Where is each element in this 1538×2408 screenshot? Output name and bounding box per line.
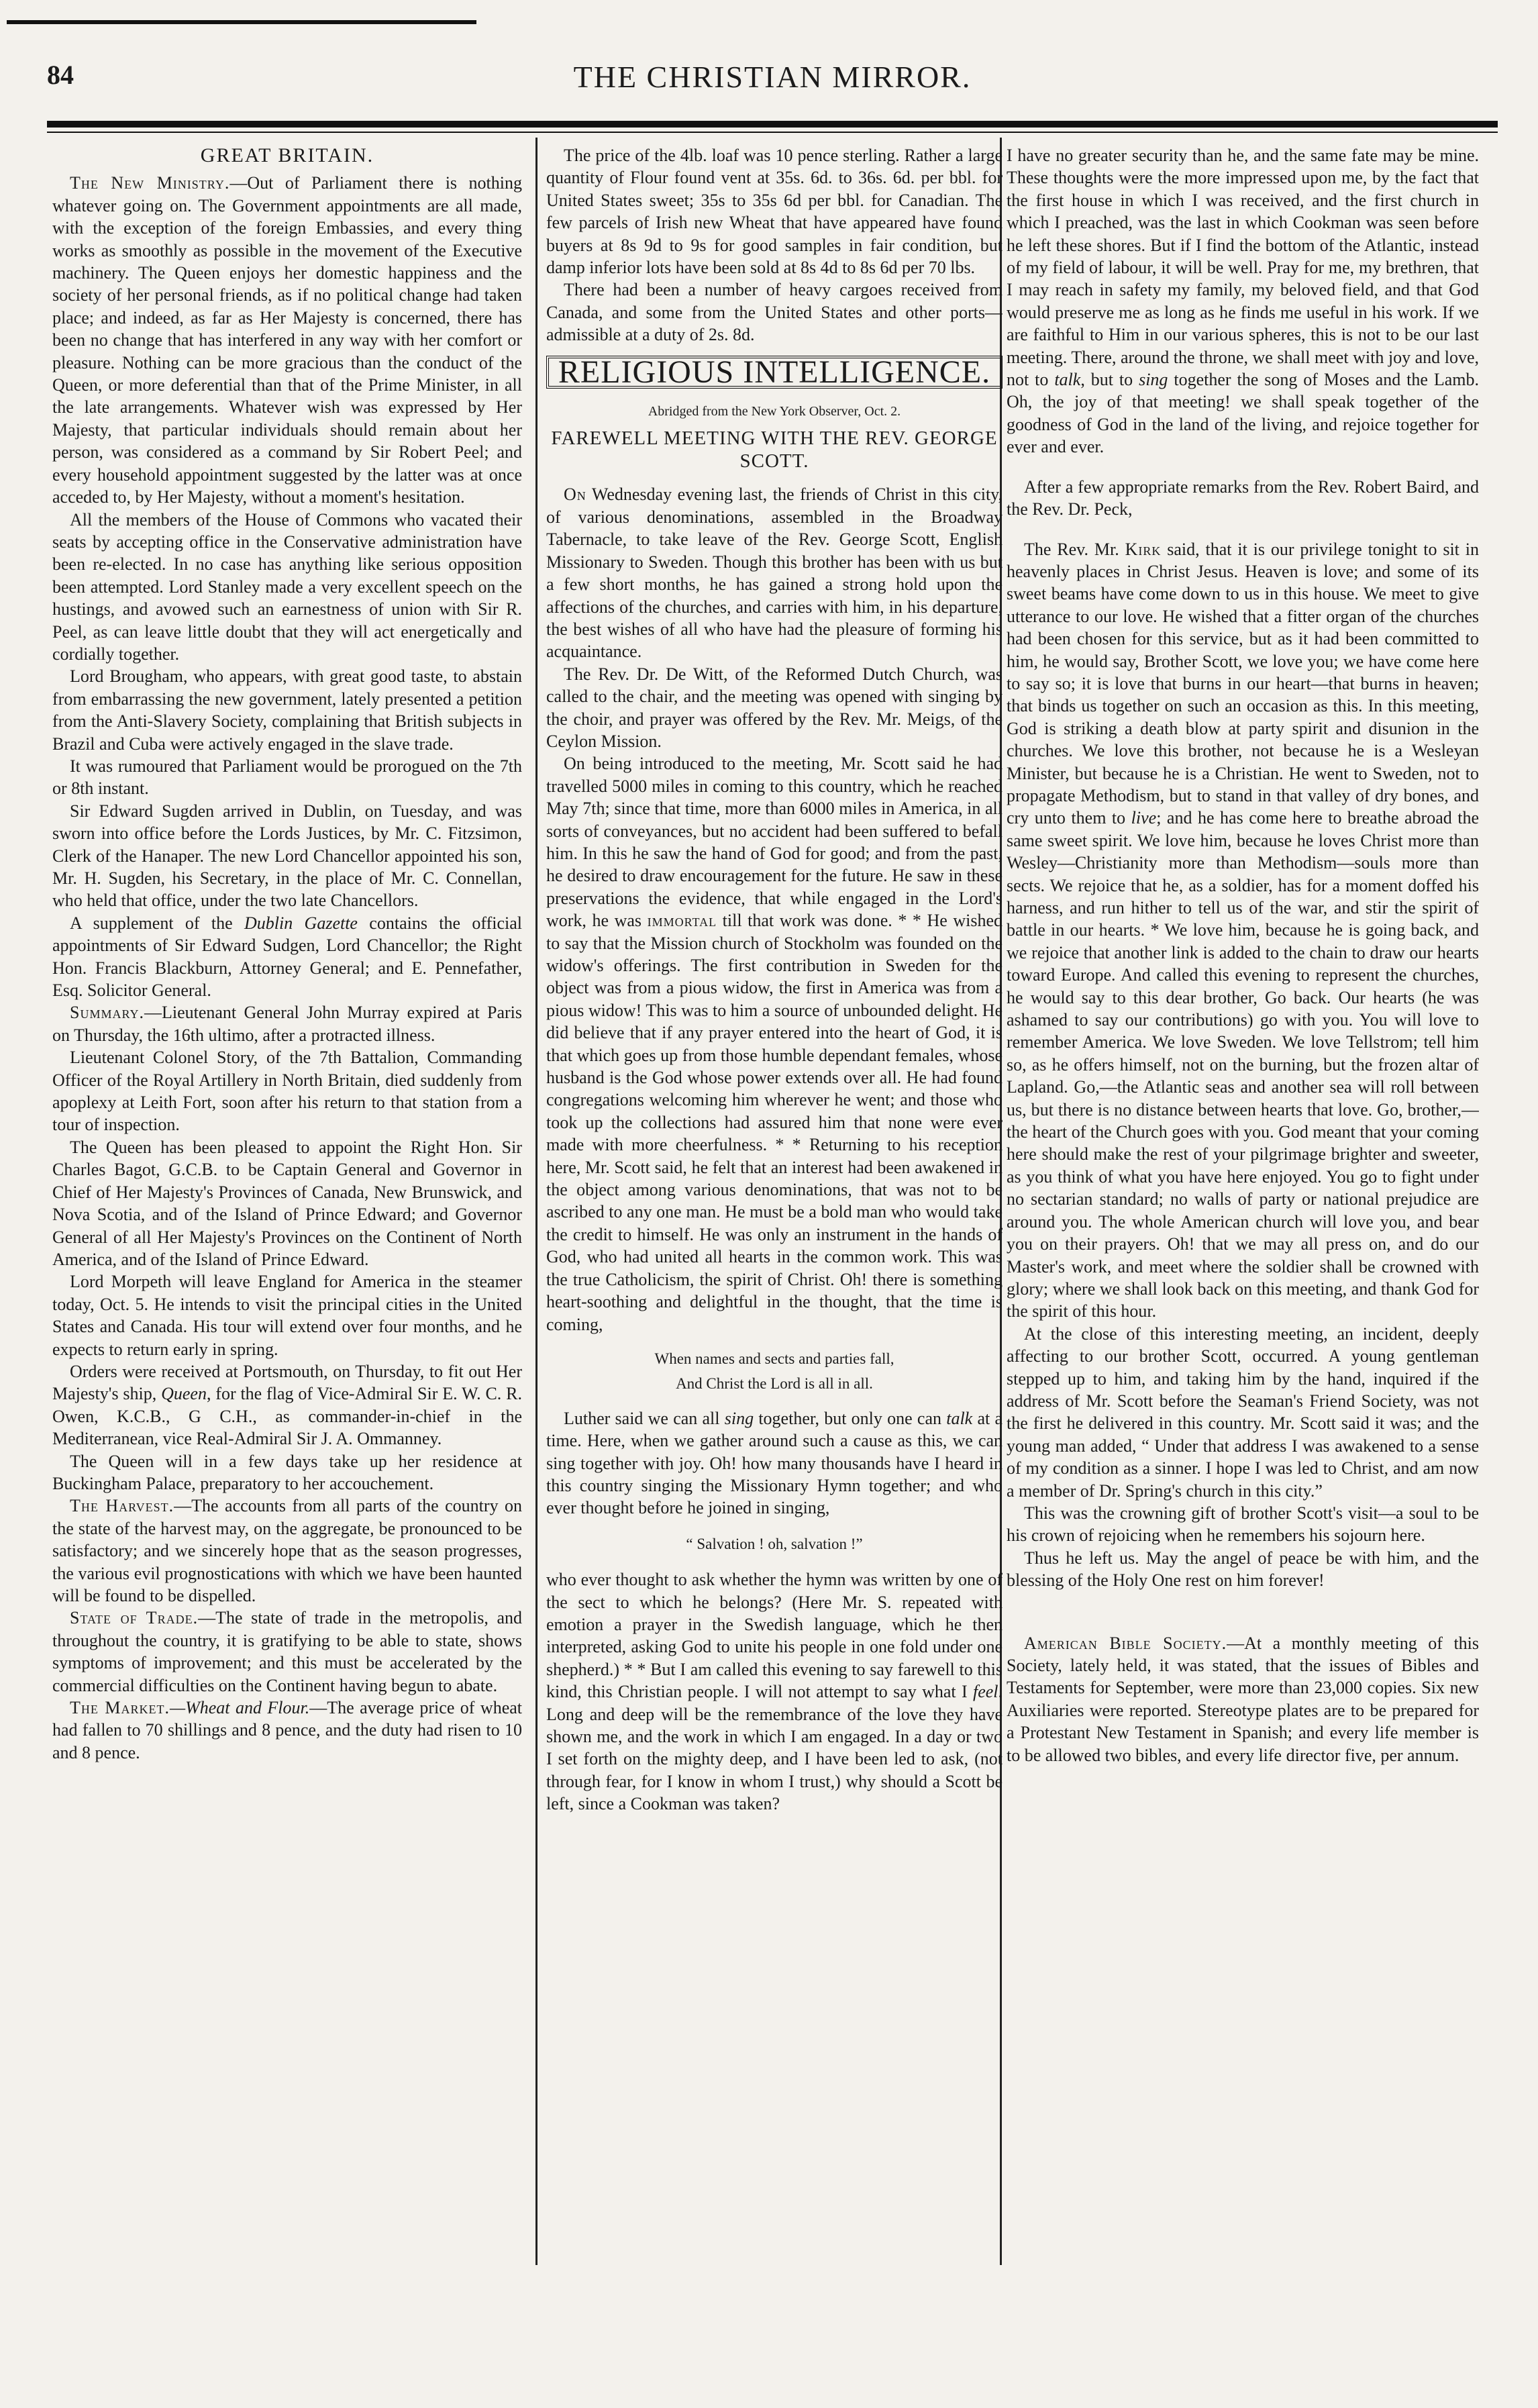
religious-intelligence-banner: RELIGIOUS INTELLIGENCE. (546, 356, 1003, 389)
paragraph: After a few appropriate remarks from the Rev. Robert Baird, and the Rev. Dr. Peck, (1007, 476, 1479, 519)
column-divider (535, 138, 537, 2265)
column-2 (546, 144, 1003, 2258)
paragraph: The Queen has been pleased to appoint the Right Hon. Sir Charles Bagot, G.C.B. to be Captain General and Governor in Chief of Her Majesty's Provinces of Canada, New Brunswick, and Nova Scotia, and of the Island of Prince Edward; and Governor General of all Her Majesty's Provinces on the Continent of North America, and of the Island of Prince Edward. (52, 1137, 522, 1269)
paragraph: Sir Edward Sugden arrived in Dublin, on Tuesday, and was sworn into office before the Lords Justices, by Mr. C. Fitzsimon, Clerk of the Hanaper. The new Lord Chancellor appointed his son, Mr. H. Sugden, his Secretary, in the place of Mr. C. Connellan, who held that office, under the two late Chancellors. (52, 801, 522, 911)
paragraph: On being introduced to the meeting, Mr. Scott said he had travelled 5000 miles in coming to this country, which he reached May 7th; since that time, more than 6000 miles in America, in all sorts of conveyances, but no accident had been suffered to befall him. In this he saw the hand of God for good; and from the past, he desired to draw encouragement for the future. He saw in these preservations the evidence, that while engaged in the Lord's work, he was immortal till that work was done. * * He wished to say that the Mission church of Stockholm was founded on the widow's offerings. The first contribution in Sweden for the object was from a pious widow, the first in America was from a pious widow! This was to him a source of unbounded delight. He did believe that if any prayer entered into the heart of God, it is that which goes up from those humble dependant females, whose husband is the God whose power extends over all. He had found congregations welcoming him wherever he went; and those who took up the collections had assured him that none were ever made with more cheerfulness. * * Returning to his reception here, Mr. Scott said, he felt that an interest had been awakened in the object among various denominations, that was not to be ascribed to any one man. He must be a bold man who would take the credit to himself. He was only an instrument in the hands of God, who had united all hearts in the common work. This was the true Catholicism, the spirit of Christ. Oh! there is something heart-soothing and delightful in the thought, that the time is coming, (546, 754, 1003, 1334)
paragraph: A supplement of the Dublin Gazette contains the official appointments of Sir Edward Sudgen, Lord Chancellor; the Right Hon. Francis Blackburn, Attorney General; and E. Pennefather, Esq. Solicitor General. (52, 913, 522, 1001)
paragraph: There had been a number of heavy cargoes received from Canada, and some from the United States and other ports—admissible at a duty of 2s. 8d. (546, 280, 1003, 345)
paragraph: State of Trade.—The state of trade in the metropolis, and throughout the country, it is gratifying to be able to state, shows symptoms of improvement; and this must be accelerated by the commercial difficulties on the Continent having begun to abate. (52, 1608, 522, 1695)
paragraph: American Bible Society.—At a monthly meeting of this Society, lately held, it was stated, that the issues of Bibles and Testaments for September, were more than 23,000 copies. Six new Auxiliaries were reported. Stereotype plates are to be prepared for a Protestant New Testament in Spanish; and every life member is to be allowed two bibles, and every life director five, per annum. (1007, 1633, 1479, 1765)
paragraph: The Market.—Wheat and Flour.—The average price of wheat had fallen to 70 shillings and 8 pence, and the duty had risen to 10 and 8 pence. (52, 1698, 522, 1762)
paragraph: At the close of this interesting meeting, an incident, deeply affecting to our brother Scott, occurred. A young gentleman stepped up to him, and taking him by the hand, inquired if the address of Mr. Scott before the Seaman's Friend Society, was not the first he delivered in this country. Mr. Scott said it was; and the young man added, “ Under that address I was awakened to a sense of my condition as a sinner. I hope I was led to Christ, and am now a member of Dr. Spring's church in this city.” (1007, 1323, 1479, 1501)
source-line: Abridged from the New York Observer, Oct. 2. (648, 404, 901, 419)
top-ink-rule (7, 20, 476, 24)
paragraph: The Rev. Mr. Kirk said, that it is our privilege tonight to sit in heavenly places in Christ Jesus. Heaven is love; and some of its sweet beams have come down to us in this house. We meet to give utterance to our love. He wished that a fitter organ of the churches had been chosen for this service, but as it had been committed to him, he would say, Brother Scott, we love you; we have come here to say so; it is love that burns in our heart—that burns in heaven; that binds us together on such an occasion as this. In this meeting, God is striking a death blow at party spirit and disunion in the churches. We love this brother, not because he is a Wesleyan Minister, but because he is a Christian. He went to Sweden, not to propagate Methodism, but to stand in that valley of dry bones, and cry unto them to live; and he has come here to breathe abroad the same sweet spirit. We love him, because he loves Christ more than Wesley—Christianity more than Methodism—souls more than sects. We rejoice that he, as a soldier, has for a moment doffed his harness, and run hither to tell us of the war, and stir the spirit of battle in our hearts. * We love him, because he is going back, and we rejoice that another link is added to the chain to draw our hearts toward Europe. And called this evening to represent the churches, he would say to this dear brother, Go back. Our hearts (he was ashamed to say our contributions) go with you. You will love to remember America. We love Sweden. We love Tellstrom; tell him so, as he offers himself, not on the burning, but the frozen altar of Lapland. Go,—the Atlantic seas and another sea will roll between us, but there is no distance between hearts that love. Go, brother,—the heart of the Church goes with you. God meant that your coming here should make the rest of your pilgrimage brighter and sweeter, as you think of what you have here enjoyed. You go to fight under no sectarian standard; no walls of party or national prejudice are around you. The whole American church will love you, and bear you on their prayers. Oh! that we may all press on, and do our Master's work, and meet where the soldier shall be crowned with glory; where we shall look back on this meeting, and thank God for the spirit of this hour. (1007, 539, 1479, 1321)
paragraph: Lord Morpeth will leave England for America in the steamer today, Oct. 5. He intends to visit the principal cities in the United States and Canada. His tour will extend over four months, and he expects to return early in spring. (52, 1272, 522, 1359)
column-3 (1007, 144, 1479, 2258)
section-heading-great-britain: GREAT BRITAIN. (200, 144, 374, 166)
paragraph: The Rev. Dr. De Witt, of the Reformed Dutch Church, was called to the chair, and the meeting was opened with singing by the choir, and prayer was offered by the Rev. Mr. Meigs, of the Ceylon Mission. (546, 664, 1003, 751)
masthead-title: THE CHRISTIAN MIRROR. (573, 60, 972, 94)
paragraph: This was the crowning gift of brother Scott's visit—a soul to be his crown of rejoicing when he remembers his sojourn here. (1007, 1503, 1479, 1546)
header-rule (47, 121, 1498, 128)
paragraph: It was rumoured that Parliament would be prorogued on the 7th or 8th instant. (52, 756, 522, 799)
paragraph: On Wednesday evening last, the friends of Christ in this city, of various denominations, assembled in the Broadway Tabernacle, to take leave of the Rev. George Scott, English Missionary to Sweden. Though this brother has been with us but a few short months, he has gained a strong hold upon the affections of the churches, and carries with him, in his departure, the best wishes of all who have had the pleasure of forming his acquaintance. (546, 485, 1003, 662)
page-header (47, 54, 1498, 107)
verse-line: When names and sects and parties fall, (654, 1350, 894, 1367)
paragraph: The New Ministry.—Out of Parliament there is nothing whatever going on. The Government appointments are all made, with the exception of the foreign Embassies, and every thing works as smoothly as possible in the movement of the Executive machinery. The Queen enjoys her domestic happiness and the society of her personal friends, as if no political change had taken place; and indeed, as far as Her Majesty is concerned, there has been no change that has interfered in any way with her comfort or pleasure. Nothing can be more gracious than the conduct of the Queen, or more deferential than that of the Prime Minister, in all the late arrangements. Whatever wish was expressed by Her Majesty, that particular individuals should remain about her person, was considered as a command by Sir Robert Peel; and every household appointment suggested by the latter was at once acceded to, by Her Majesty, without a moment's hesitation. (52, 173, 522, 507)
paragraph: The Queen will in a few days take up her residence at Buckingham Palace, preparatory to her accouchement. (52, 1451, 522, 1493)
paragraph: Thus he left us. May the angel of peace be with him, and the blessing of the Holy One rest on him forever! (1007, 1548, 1479, 1591)
paragraph: I have no greater security than he, and the same fate may be mine. These thoughts were the more impressed upon me, by the fact that the first house in which I was received, and the first church in which I preached, was the last in which Cookman was seen before he left these shores. But if I find the bottom of the Atlantic, instead of my field of labour, it will be well. Pray for me, my brethren, that I may reach in safety my family, my beloved field, and that God would preserve me as long as he finds me useful in his work. If we are faithful to Him in our various spheres, this is not to be our last meeting. There, around the throne, we shall meet with joy and love, not to talk, but to sing together the song of Moses and the Lamb. Oh, the joy of that meeting! we shall speak together of the goodness of God in the land of the living, and rejoice together for ever and ever. (1007, 146, 1479, 457)
paragraph: Summary.—Lieutenant General John Murray expired at Paris on Thursday, the 16th ultimo, after a protracted illness. (52, 1003, 522, 1045)
page-number: 84 (47, 60, 74, 90)
paragraph: The price of the 4lb. loaf was 10 pence sterling. Rather a large quantity of Flour found vent at 35s. 6d. to 36s. 6d. per bbl. for United States sweet; 35s to 35s 6d per bbl. for Canadian. The few parcels of Irish new Wheat that have appeared have found buyers at 8s 9d to 9s for good samples in fair condition, but damp inferior lots have been sold at 8s 4d to 8s 6d per 70 lbs. (546, 146, 1003, 278)
paragraph: Lieutenant Colonel Story, of the 7th Battalion, Commanding Officer of the Royal Artillery in North Britain, died suddenly from apoplexy at Leith Fort, soon after his return to that station from a tour of inspection. (52, 1048, 522, 1135)
paragraph: Orders were received at Portsmouth, on Thursday, to fit out Her Majesty's ship, Queen, for the flag of Vice-Admiral Sir E. W. C. R. Owen, K.C.B., G C.H., as commander-in-chief in the Mediterranean, vice Real-Admiral Sir J. A. Ommanney. (52, 1361, 522, 1449)
paragraph: Lord Brougham, who appears, with great good taste, to abstain from embarrassing the new government, lately presented a petition from the Anti-Slavery Society, complaining that British subjects in Brazil and Cuba were actively engaged in the slave trade. (52, 666, 522, 754)
header-rule-thin (47, 132, 1498, 133)
verse-line: And Christ the Lord is all in all. (676, 1375, 873, 1393)
column-1 (52, 144, 522, 2258)
paragraph: who ever thought to ask whether the hymn was written by one of the sect to which he belongs? (Here Mr. S. repeated with emotion a prayer in the Swedish language, which he then interpreted, asking God to unite his people in one fold under one shepherd.) * * But I am called this evening to say farewell to this kind, this Christian people. I will not attempt to say what I feel. Long and deep will be the remembrance of the love they have shown me, and the work in which I am engaged. In a day or two I set forth on the mighty deep, and I have been led to ask, (not through fear, for I know in whom I trust,) why should a Scott be left, since a Cookman was taken? (546, 1570, 1003, 1814)
paragraph: The Harvest.—The accounts from all parts of the country on the state of the harvest may, on the aggregate, be pronounced to be satisfactory; and we sincerely hope that as the season progresses, the various evil prognostications with which we have been haunted will be found to be dispelled. (52, 1496, 522, 1605)
paragraph: Luther said we can all sing together, but only one can talk at a time. Here, when we gather around such a cause as this, we can sing together with joy. Oh! how many thousands have I heard in this country singing the Missionary Hymn together; and who ever thought before he joined in singing, (546, 1408, 1003, 1518)
quoted-line: “ Salvation ! oh, salvation !” (686, 1535, 863, 1552)
paragraph: All the members of the House of Commons who vacated their seats by accepting office in the Conservative administration have been re-elected. In no case has anything like serious opposition been attempted. Lord Stanley made a very excellent speech on the hustings, and avowed such an earnestness of union with Sir R. Peel, as can leave little doubt that they will act energetically and cordially together. (52, 509, 522, 664)
article-headline: FAREWELL MEETING WITH THE REV. GEORGE SCOTT. (551, 428, 998, 472)
